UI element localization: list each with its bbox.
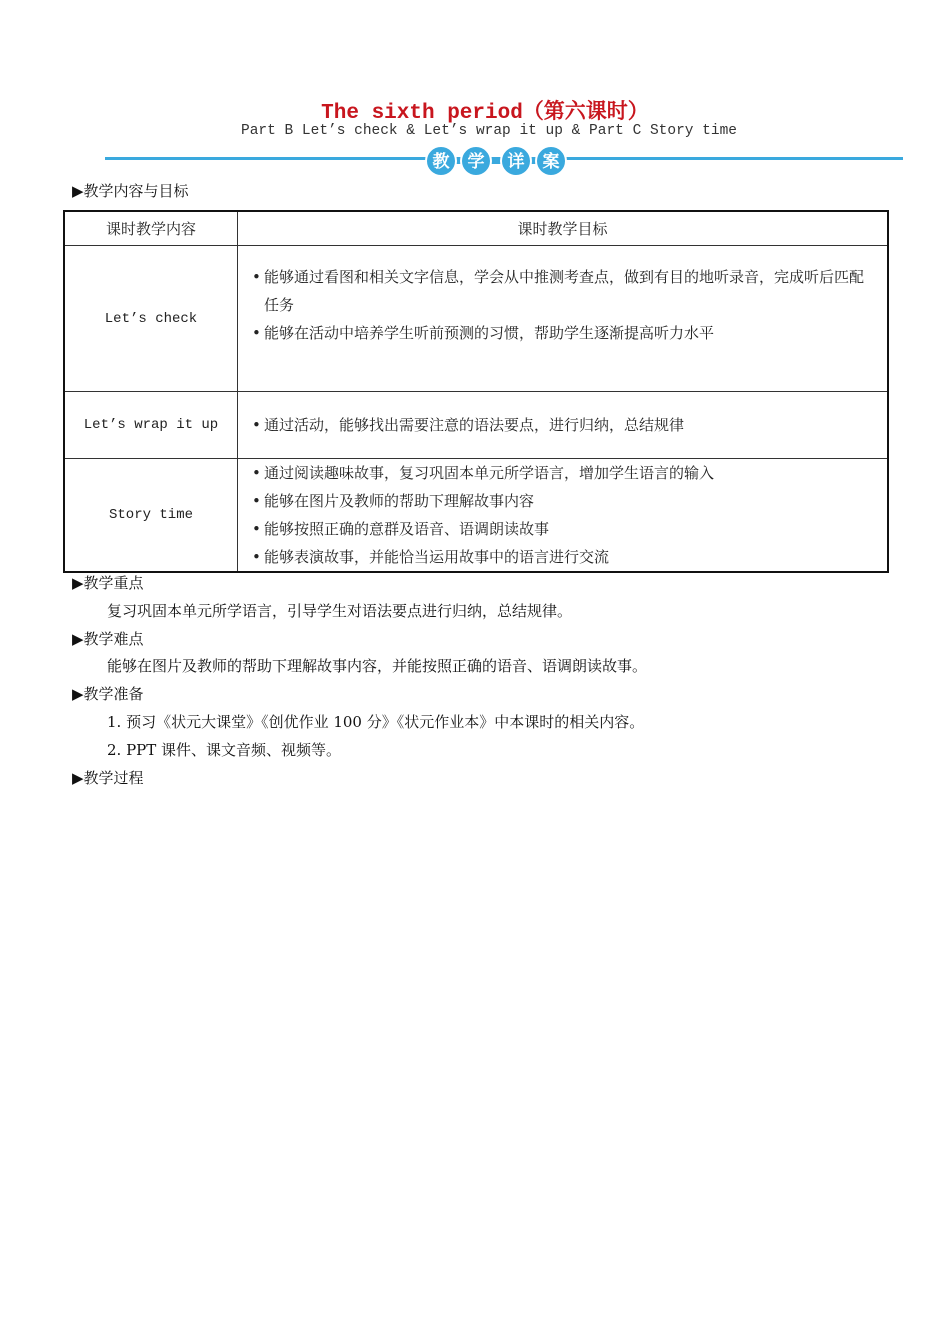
table-header-row [64,211,888,246]
page-title: The sixth period（第六课时） [321,102,649,125]
table-row [64,392,888,459]
header-goals: 课时教学目标 [238,211,889,246]
row-content: Let’s wrap it up [64,392,238,459]
section-difficulties: ▶教学难点 [72,630,144,648]
goal-item: • 能够通过看图和相关文字信息，学会从中推测考查点，做到有目的地听录音，完成听后匹配任务 [252,263,875,319]
section-preparation: ▶教学准备 [72,685,144,703]
section-content-goals: ▶教学内容与目标 [72,182,189,200]
goal-item: • 能够表演故事，并能恰当运用故事中的语言进行交流 [252,543,875,571]
section-process: ▶教学过程 [72,769,144,787]
difficulties-text: 能够在图片及教师的帮助下理解故事内容，并能按照正确的语音、语调朗读故事。 [107,657,648,675]
lesson-plan-badge [421,145,571,177]
badge-char: 学 [467,152,485,172]
goals-table [63,210,889,573]
goal-item: • 能够在活动中培养学生听前预测的习惯，帮助学生逐渐提高听力水平 [252,319,875,347]
row-content: Let’s check [64,246,238,392]
goal-item: • 能够按照正确的意群及语音、语调朗读故事 [252,515,875,543]
goal-item: • 通过阅读趣味故事，复习巩固本单元所学语言，增加学生语言的输入 [252,459,875,487]
badge-char: 详 [507,152,525,172]
preparation-item: 1. 预习《状元大课堂》《创优作业 100 分》《状元作业本》中本课时的相关内容。 [107,713,645,731]
key-points-text: 复习巩固本单元所学语言，引导学生对语法要点进行归纳，总结规律。 [107,602,573,620]
badge-char: 案 [542,152,560,172]
row-content: Story time [64,459,238,573]
row-goals [238,459,889,573]
goal-item: • 能够在图片及教师的帮助下理解故事内容 [252,487,875,515]
section-key-points: ▶教学重点 [72,574,144,592]
preparation-item: 2. PPT 课件、课文音频、视频等。 [107,741,342,759]
row-goals [238,246,889,392]
row-goals [238,392,889,459]
page-subtitle: Part B Let’s check & Let’s wrap it up & Part C Story time [241,123,737,139]
table-row [64,459,888,573]
badge-char: 教 [432,152,450,172]
table-row [64,246,888,392]
goal-item: • 通过活动，能够找出需要注意的语法要点，进行归纳，总结规律 [252,411,875,439]
header-content: 课时教学内容 [64,211,238,246]
